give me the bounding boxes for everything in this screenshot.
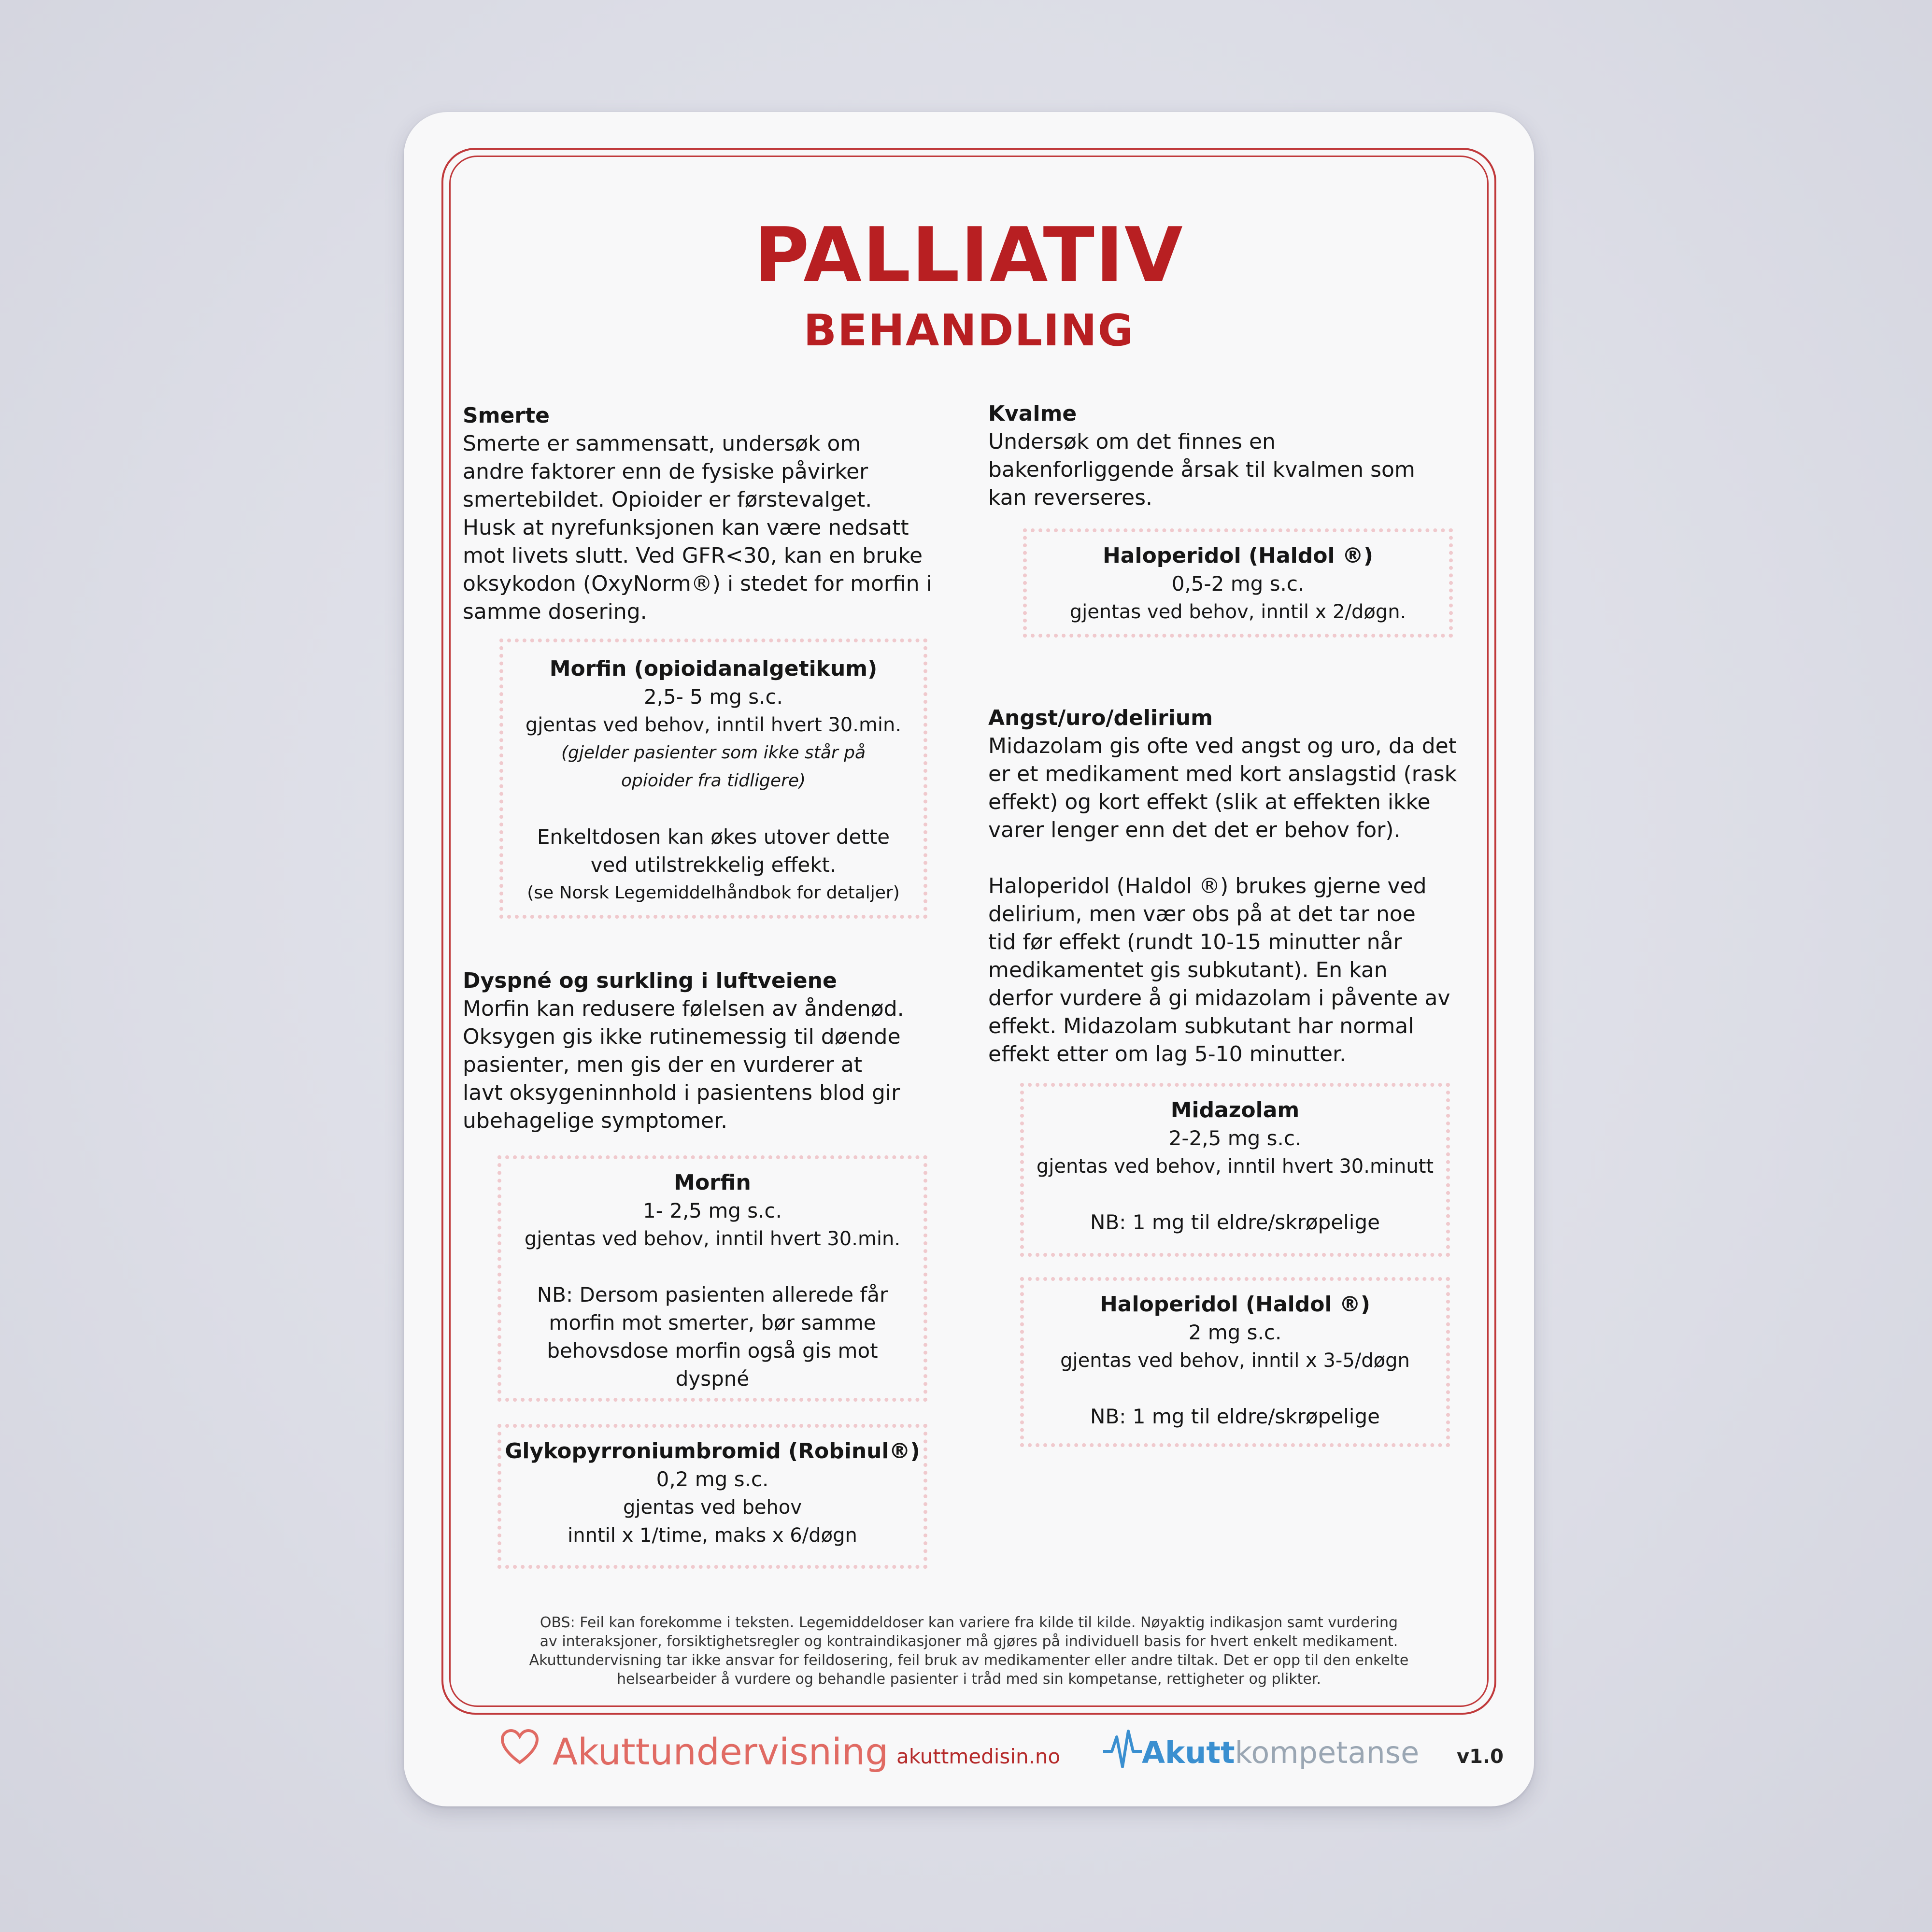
drug-name: Glykopyrroniumbromid (Robinul®): [505, 1439, 920, 1463]
section-text: Haloperidol (Haldol ®) brukes gjerne ved delirium, men vær obs på at det tar noe tid før effekt (rundt 10-15 minutter når medikamentet gis subkutant). En kan derfor vurdere å gi midazolam i påvente av effekt. Midazolam subkutant har normal effekt etter om lag 5-10 minutter.: [988, 874, 1450, 1066]
drug-dose: 2-2,5 mg s.c.: [1168, 1126, 1302, 1150]
drug-repeat: gjentas ved behov, inntil x 2/døgn.: [1069, 601, 1406, 623]
drug-dose: 1- 2,5 mg s.c.: [643, 1199, 782, 1222]
drug-repeat: gjentas ved behov inntil x 1/time, maks x 6/døgn: [568, 1496, 857, 1547]
dose-box-glykopyrronium: [497, 1424, 927, 1569]
dose-box-haloperidol-kvalme: [1023, 528, 1453, 638]
drug-repeat: gjentas ved behov, inntil hvert 30.min.: [525, 714, 902, 736]
section-heading: Angst/uro/delirium: [988, 706, 1213, 730]
drug-dose: 2 mg s.c.: [1188, 1321, 1282, 1344]
drug-dose: 0,5-2 mg s.c.: [1171, 572, 1305, 596]
section-text: Morfin kan redusere følelsen av åndenød. Oksygen gis ikke rutinemessig til døende pasienter, men gis der en vurderer at lavt oksygeninnhold i pasientens blod gir ubehagelige symptomer.: [463, 996, 904, 1133]
drug-dose: 0,2 mg s.c.: [656, 1467, 769, 1491]
brand-right-part-b: kompetanse: [1235, 1735, 1420, 1770]
drug-nb: NB: 1 mg til eldre/skrøpelige: [1090, 1405, 1380, 1428]
section-text: Undersøk om det finnes en bakenforliggende årsak til kvalmen som kan reverseres.: [988, 429, 1415, 510]
drug-nb: NB: Dersom pasienten allerede får morfin mot smerter, bør samme behovsdose morfin også gis mot dyspné: [537, 1283, 888, 1391]
brand-akuttkompetanse: [1103, 1727, 1419, 1778]
dose-box-haloperidol-delirium: [1020, 1277, 1450, 1447]
ecg-pulse-icon: [1103, 1727, 1142, 1778]
drug-extra: Enkeltdosen kan økes utover dette ved utilstrekkelig effekt.: [537, 825, 890, 877]
section-dyspne: [463, 967, 955, 1135]
drug-note: (gjelder pasienter som ikke står på opioider fra tidligere): [561, 743, 866, 791]
page-subtitle: BEHANDLING: [803, 305, 1135, 356]
drug-reference: (se Norsk Legemiddelhåndbok for detaljer): [527, 883, 900, 903]
section-text: Midazolam gis ofte ved angst og uro, da det er et medikament med kort anslagstid (rask effekt) og kort effekt (slik at effekten ikke varer lenger enn det det er behov for).: [988, 734, 1457, 842]
drug-name: Midazolam: [1170, 1098, 1300, 1122]
drug-dose: 2,5- 5 mg s.c.: [644, 685, 783, 709]
section-smerte: [463, 402, 955, 626]
brand-left-text: Akuttundervisning: [553, 1730, 889, 1773]
section-kvalme: [988, 400, 1486, 512]
section-text: Smerte er sammensatt, undersøk om andre faktorer enn de fysiske påvirker smertebildet. Opioider er førstevalget. Husk at nyrefunksjonen kan være nedsatt mot livets slutt. Ved GFR<30, kan en bruke oksykodon (OxyNorm®) i stedet for morfin i samme dosering.: [463, 431, 932, 624]
drug-name: Haloperidol (Haldol ®): [1099, 1292, 1370, 1317]
drug-repeat: gjentas ved behov, inntil x 3-5/døgn: [1060, 1350, 1410, 1372]
brand-akuttundervisning: [500, 1722, 888, 1780]
dose-box-midazolam: [1020, 1083, 1450, 1257]
drug-repeat: gjentas ved behov, inntil hvert 30.min.: [524, 1228, 901, 1250]
reference-card: [404, 112, 1534, 1806]
drug-name: Morfin (opioidanalgetikum): [549, 656, 878, 681]
drug-name: Haloperidol (Haldol ®): [1102, 543, 1373, 568]
brand-right-part-a: Akutt: [1142, 1735, 1235, 1770]
dose-box-morfin-dyspne: [497, 1155, 927, 1402]
site-url: akuttmedisin.no: [896, 1745, 1061, 1768]
disclaimer-text: OBS: Feil kan forekomme i teksten. Legemiddeldoser kan variere fra kilde til kilde. Nøyaktig indikasjon samt vurdering av interaksjoner, forsiktighetsregler og kontraindikasjoner må gjøres på individuell basis for hvert enkelt medikament. Akuttundervisning tar ikke ansvar for feildosering, feil bruk av medikamenter eller andre tiltak. Det er opp til den enkelte helsearbeider å vurdere og behandle pasienter i tråd med sin kompetanse, rettigheter og plikter.: [529, 1614, 1409, 1688]
section-heading: Smerte: [463, 403, 550, 428]
section-heading: Dyspné og surkling i luftveiene: [463, 968, 837, 993]
drug-repeat: gjentas ved behov, inntil hvert 30.minutt: [1036, 1155, 1434, 1178]
drug-nb: NB: 1 mg til eldre/skrøpelige: [1090, 1210, 1380, 1234]
section-heading: Kvalme: [988, 401, 1077, 426]
heart-icon: [500, 1729, 539, 1774]
dose-box-morfin-smerte: [499, 639, 927, 919]
version-label: v1.0: [1457, 1746, 1504, 1768]
section-angst: [988, 704, 1486, 1068]
page-title: PALLIATIV: [754, 211, 1184, 299]
drug-name: Morfin: [674, 1170, 751, 1195]
